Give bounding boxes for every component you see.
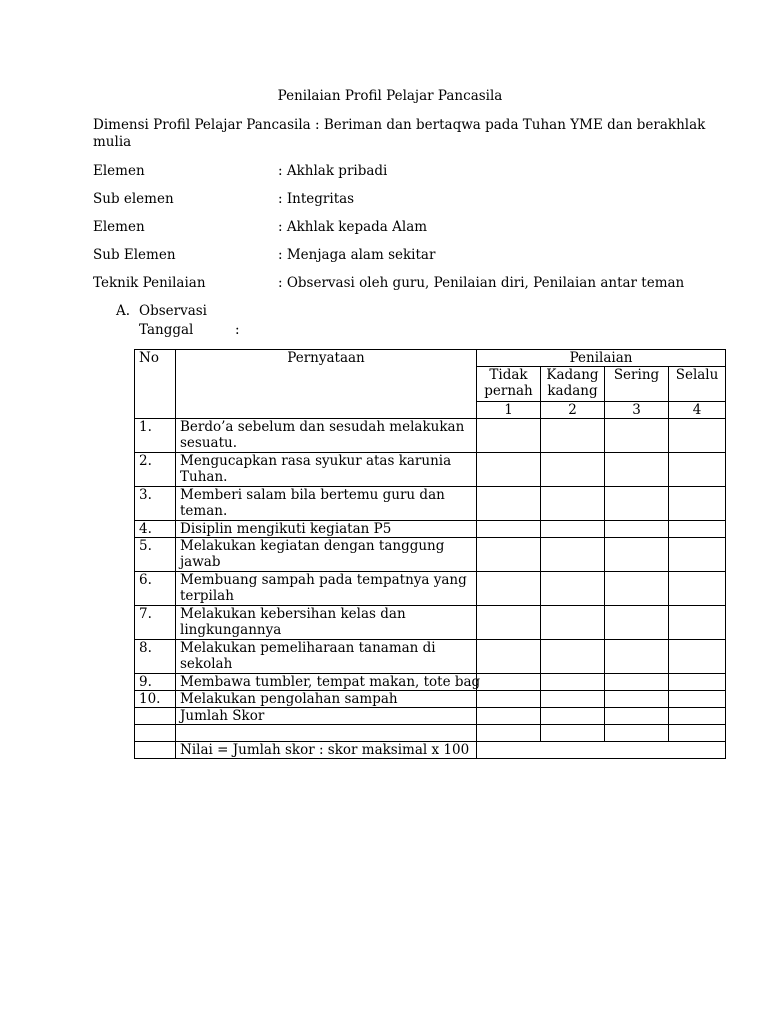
score-cell[interactable] xyxy=(541,708,605,725)
score-cell[interactable] xyxy=(669,708,726,725)
score-cell[interactable] xyxy=(669,538,726,572)
score-cell[interactable] xyxy=(669,453,726,487)
score-cell[interactable] xyxy=(669,606,726,640)
score-cell[interactable] xyxy=(605,538,669,572)
row-statement: Melakukan pemeliharaan tanaman di sekolah xyxy=(176,640,477,674)
score-cell[interactable] xyxy=(477,487,541,521)
score-cell[interactable] xyxy=(605,691,669,708)
score-cell[interactable] xyxy=(669,572,726,606)
table-row xyxy=(135,674,726,691)
table-row xyxy=(135,487,726,521)
score-cell[interactable] xyxy=(669,691,726,708)
scale-score: 1 xyxy=(477,402,541,419)
row-number: 5. xyxy=(135,538,176,572)
score-cell[interactable] xyxy=(541,572,605,606)
field-label: Sub elemen xyxy=(93,191,174,207)
score-cell[interactable] xyxy=(669,674,726,691)
field-value: : Akhlak pribadi xyxy=(278,163,388,179)
row-number: 8. xyxy=(135,640,176,674)
score-cell[interactable] xyxy=(541,487,605,521)
score-cell[interactable] xyxy=(605,453,669,487)
row-statement: Berdo’a sebelum dan sesudah melakukan sesuatu. xyxy=(176,419,477,453)
score-cell[interactable] xyxy=(541,725,605,742)
row-statement: Memberi salam bila bertemu guru dan teman. xyxy=(176,487,477,521)
section-marker: A. xyxy=(116,303,131,319)
score-cell[interactable] xyxy=(541,538,605,572)
row-statement: Membawa tumbler, tempat makan, tote bag xyxy=(176,674,477,691)
field-label: Teknik Penilaian xyxy=(93,275,206,291)
score-cell[interactable] xyxy=(605,640,669,674)
assessment-table xyxy=(134,349,726,759)
scale-label: Tidak pernah xyxy=(477,367,541,402)
dimension-line: Dimensi Profil Pelajar Pancasila : Beriman dan bertaqwa pada Tuhan YME dan berakhlak mulia xyxy=(93,117,706,150)
field-label: Sub Elemen xyxy=(93,247,176,263)
score-cell[interactable] xyxy=(477,674,541,691)
score-cell[interactable] xyxy=(477,708,541,725)
score-cell[interactable] xyxy=(605,725,669,742)
scale-label: Selalu xyxy=(669,367,726,402)
blank-cell xyxy=(135,708,176,725)
table-row xyxy=(135,572,726,606)
score-cell[interactable] xyxy=(669,419,726,453)
field-value: : Menjaga alam sekitar xyxy=(278,247,436,263)
total-row xyxy=(135,708,726,725)
score-cell[interactable] xyxy=(477,691,541,708)
field-value: : Integritas xyxy=(278,191,355,207)
score-cell[interactable] xyxy=(541,606,605,640)
score-cell[interactable] xyxy=(605,521,669,538)
row-statement: Melakukan kebersihan kelas dan lingkungannya xyxy=(176,606,477,640)
score-cell[interactable] xyxy=(605,487,669,521)
score-cell[interactable] xyxy=(541,691,605,708)
scale-score: 4 xyxy=(669,402,726,419)
header-row xyxy=(135,350,726,367)
header-statement: Pernyataan xyxy=(176,350,477,419)
row-number: 10. xyxy=(135,691,176,708)
score-cell[interactable] xyxy=(669,640,726,674)
nilai-row xyxy=(135,742,726,759)
table-row xyxy=(135,640,726,674)
score-cell[interactable] xyxy=(605,606,669,640)
blank-cell xyxy=(135,725,176,742)
field-value: : Akhlak kepada Alam xyxy=(278,219,428,235)
score-cell[interactable] xyxy=(477,572,541,606)
row-number: 6. xyxy=(135,572,176,606)
score-cell[interactable] xyxy=(477,521,541,538)
row-statement: Membuang sampah pada tempatnya yang terpilah xyxy=(176,572,477,606)
table-row xyxy=(135,538,726,572)
field-label: Elemen xyxy=(93,219,145,235)
scale-score: 3 xyxy=(605,402,669,419)
scale-score: 2 xyxy=(541,402,605,419)
score-cell[interactable] xyxy=(669,521,726,538)
blank-row xyxy=(135,725,726,742)
table-row xyxy=(135,453,726,487)
header-no: No xyxy=(135,350,176,419)
nilai-label: Nilai = Jumlah skor : skor maksimal x 100 xyxy=(176,742,477,759)
score-cell[interactable] xyxy=(477,453,541,487)
row-statement: Mengucapkan rasa syukur atas karunia Tuhan. xyxy=(176,453,477,487)
score-cell[interactable] xyxy=(669,725,726,742)
score-cell[interactable] xyxy=(477,419,541,453)
row-statement: Melakukan pengolahan sampah xyxy=(176,691,477,708)
row-number: 4. xyxy=(135,521,176,538)
score-cell[interactable] xyxy=(669,487,726,521)
score-cell[interactable] xyxy=(541,640,605,674)
date-colon: : xyxy=(235,322,240,338)
total-label: Jumlah Skor xyxy=(176,708,477,725)
date-label: Tanggal xyxy=(139,322,194,338)
row-number: 2. xyxy=(135,453,176,487)
row-statement: Disiplin mengikuti kegiatan P5 xyxy=(176,521,477,538)
score-cell[interactable] xyxy=(605,674,669,691)
scale-label: Kadang kadang xyxy=(541,367,605,402)
table-row xyxy=(135,521,726,538)
score-cell[interactable] xyxy=(541,674,605,691)
score-cell[interactable] xyxy=(541,419,605,453)
row-number: 7. xyxy=(135,606,176,640)
score-cell[interactable] xyxy=(477,640,541,674)
row-number: 3. xyxy=(135,487,176,521)
table-row xyxy=(135,419,726,453)
section-heading: Observasi xyxy=(139,303,208,319)
score-cell[interactable] xyxy=(605,419,669,453)
score-cell[interactable] xyxy=(477,606,541,640)
score-cell[interactable] xyxy=(477,538,541,572)
score-cell[interactable] xyxy=(541,521,605,538)
table-row xyxy=(135,691,726,708)
header-penilaian: Penilaian xyxy=(477,350,726,367)
nilai-value-cell[interactable] xyxy=(477,742,726,759)
blank-cell xyxy=(176,725,477,742)
table-row xyxy=(135,606,726,640)
page-title: Penilaian Profil Pelajar Pancasila xyxy=(277,88,503,104)
scale-label: Sering xyxy=(605,367,669,402)
row-number: 9. xyxy=(135,674,176,691)
field-value: : Observasi oleh guru, Penilaian diri, Penilaian antar teman xyxy=(278,275,685,291)
score-cell[interactable] xyxy=(605,708,669,725)
field-label: Elemen xyxy=(93,163,145,179)
blank-cell xyxy=(135,742,176,759)
row-statement: Melakukan kegiatan dengan tanggung jawab xyxy=(176,538,477,572)
score-cell[interactable] xyxy=(605,572,669,606)
score-cell[interactable] xyxy=(477,725,541,742)
score-cell[interactable] xyxy=(541,453,605,487)
row-number: 1. xyxy=(135,419,176,453)
